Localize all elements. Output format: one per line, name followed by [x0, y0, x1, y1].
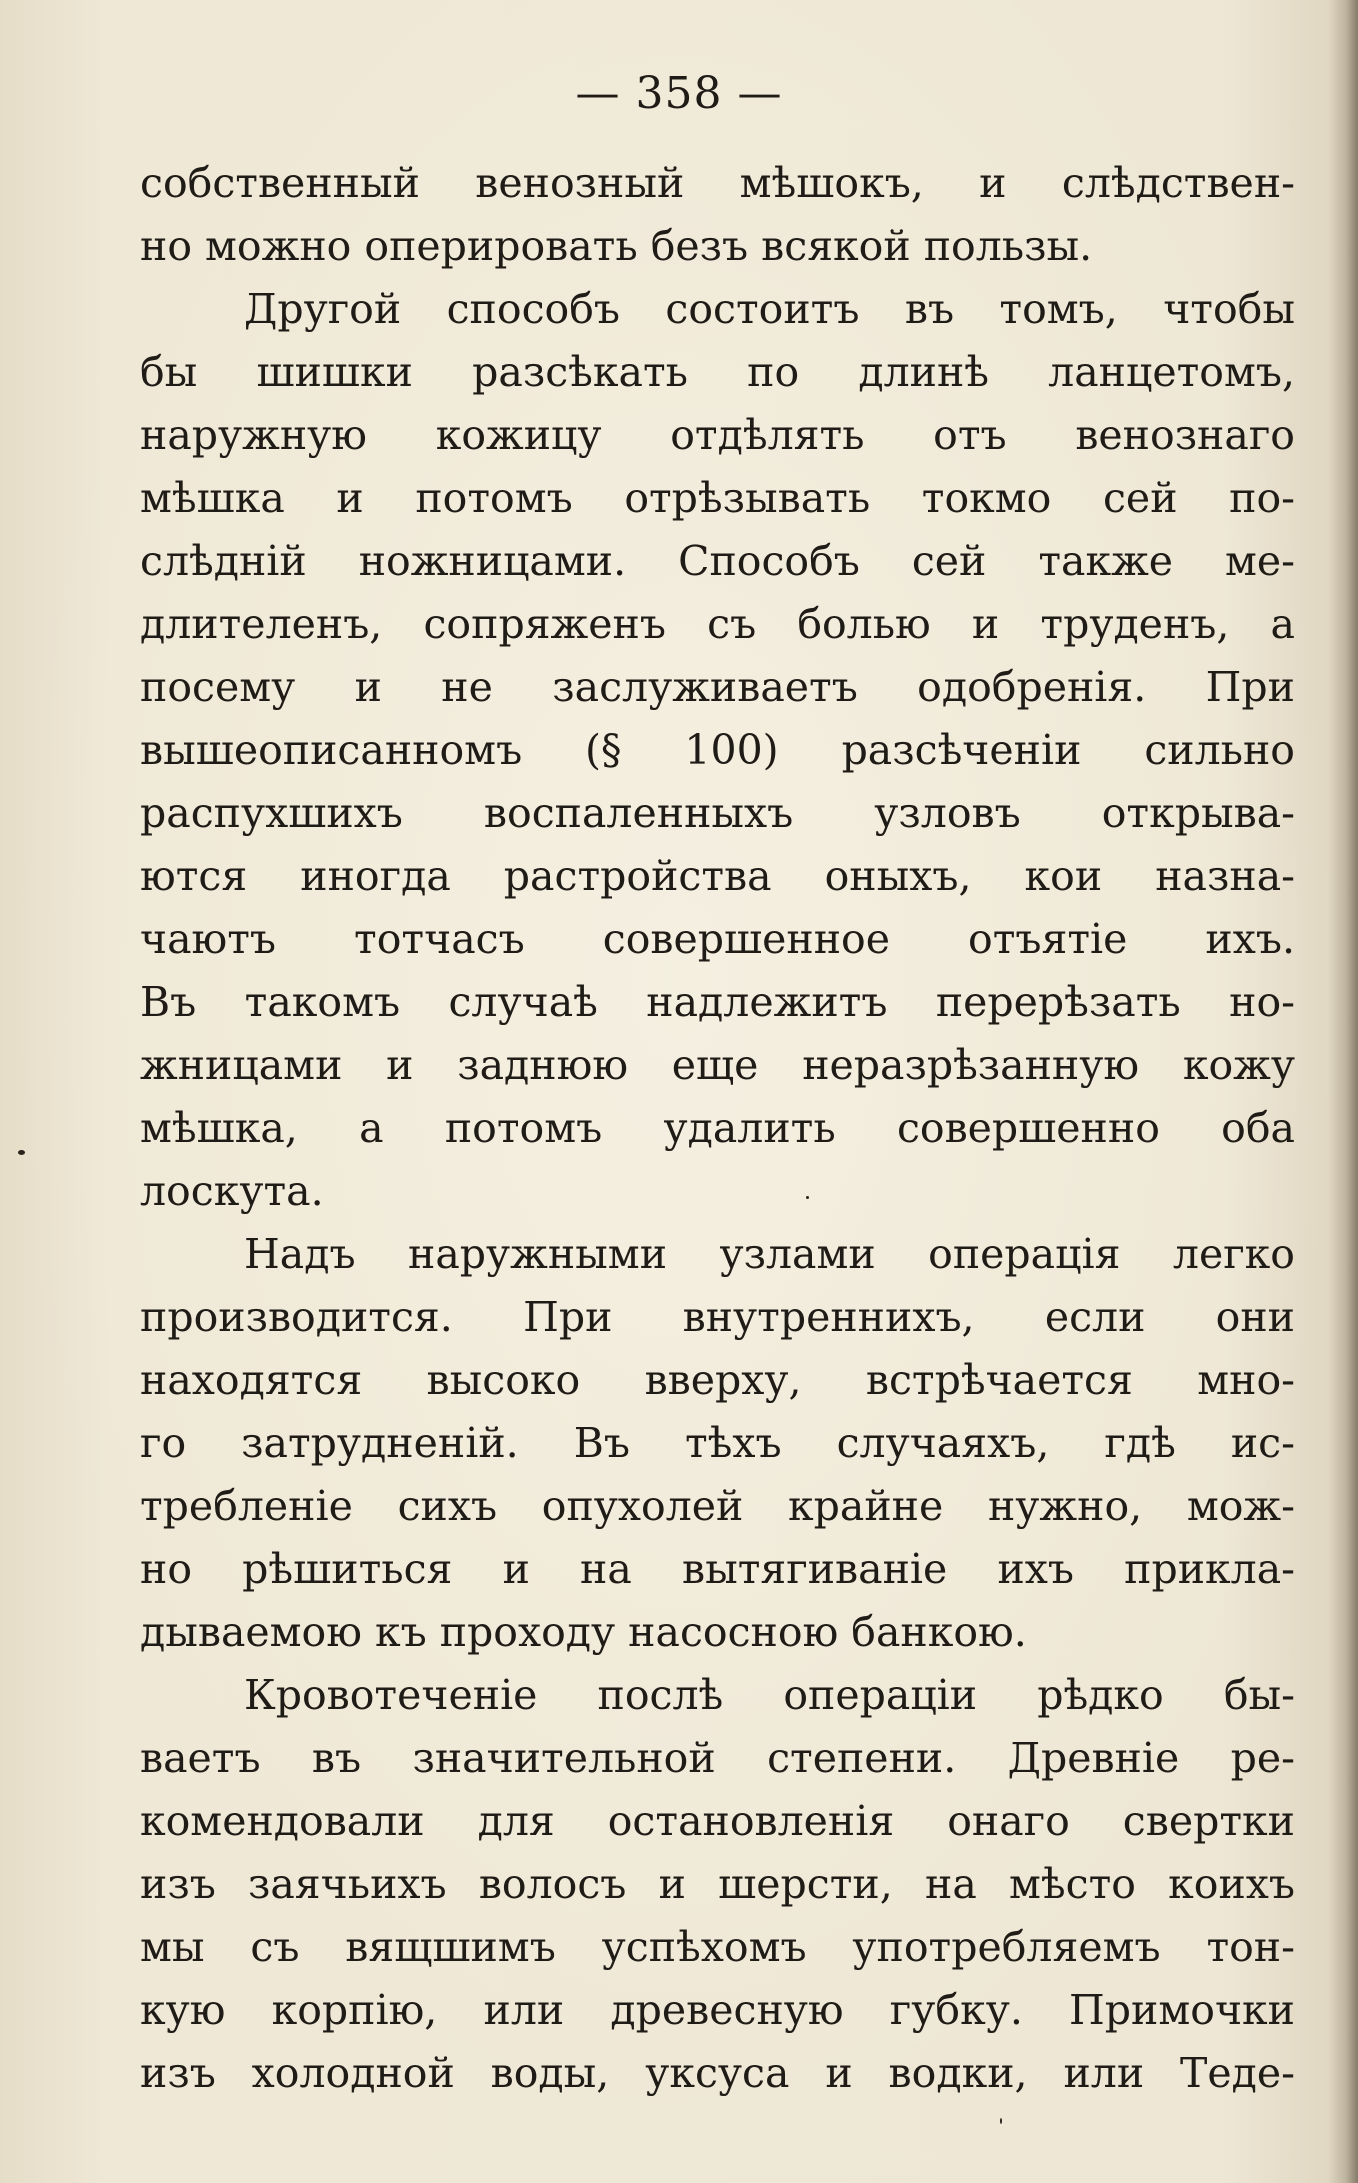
text-line: кую корпію, или древесную губку. Примочки	[140, 1986, 1295, 2034]
text-line: собственный венозный мѣшокъ, и слѣдствен-	[140, 159, 1295, 207]
text-line: ваетъ въ значительной степени. Древніе ре-	[140, 1734, 1295, 1782]
text-line: производится. При внутреннихъ, если они	[140, 1293, 1295, 1341]
text-line: посему и не заслуживаетъ одобренія. При	[140, 663, 1295, 711]
ink-speck	[18, 1150, 25, 1155]
text-line: комендовали для остановленія онаго свертки	[140, 1797, 1295, 1845]
text-line: находятся высоко вверху, встрѣчается мно-	[140, 1356, 1295, 1404]
text-line: Надъ наружными узлами операція легко	[244, 1230, 1295, 1278]
ink-speck	[1000, 2118, 1002, 2124]
text-line: лоскута.	[140, 1167, 324, 1215]
text-line: распухшихъ воспаленныхъ узловъ открыва-	[140, 789, 1295, 837]
text-line: требленіе сихъ опухолей крайне нужно, мож-	[140, 1482, 1295, 1530]
text-line: мѣшка, а потомъ удалить совершенно оба	[140, 1104, 1295, 1152]
text-line: изъ заячьихъ волосъ и шерсти, на мѣсто коихъ	[140, 1860, 1295, 1908]
page-edge-shadow	[1328, 0, 1358, 2183]
text-line: Другой способъ состоитъ въ томъ, чтобы	[244, 285, 1295, 333]
text-line: но рѣшиться и на вытягиваніе ихъ прикла-	[140, 1545, 1295, 1593]
text-line: длителенъ, сопряженъ съ болью и труденъ, а	[140, 600, 1295, 648]
text-line: ются иногда растройства оныхъ, кои назна-	[140, 852, 1295, 900]
text-line: бы шишки разсѣкать по длинѣ ланцетомъ,	[140, 348, 1295, 396]
text-line: жницами и заднюю еще неразрѣзанную кожу	[140, 1041, 1295, 1089]
page-number: — 358 —	[575, 68, 783, 119]
text-line: изъ холодной воды, уксуса и водки, или Теде-	[140, 2049, 1295, 2097]
body-text	[140, 152, 1295, 2105]
text-line: но можно оперировать безъ всякой пользы.	[140, 222, 1093, 270]
text-line: чаютъ тотчасъ совершенное отъятіе ихъ.	[140, 915, 1295, 963]
text-line: слѣдній ножницами. Способъ сей также ме-	[140, 537, 1295, 585]
text-line: Въ такомъ случаѣ надлежитъ перерѣзать но-	[140, 978, 1295, 1026]
text-line: мѣшка и потомъ отрѣзывать токмо сей по-	[140, 474, 1295, 522]
ink-speck	[806, 1196, 809, 1199]
text-line: Кровотеченіе послѣ операціи рѣдко бы-	[244, 1671, 1295, 1719]
text-line: мы съ вящшимъ успѣхомъ употребляемъ тон-	[140, 1923, 1295, 1971]
text-line: вышеописанномъ (§ 100) разсѣченіи сильно	[140, 726, 1295, 774]
text-line: го затрудненій. Въ тѣхъ случаяхъ, гдѣ ис-	[140, 1419, 1295, 1467]
text-line: дываемою къ проходу насосною банкою.	[140, 1608, 1027, 1656]
text-line: наружную кожицу отдѣлять отъ венознаго	[140, 411, 1295, 459]
